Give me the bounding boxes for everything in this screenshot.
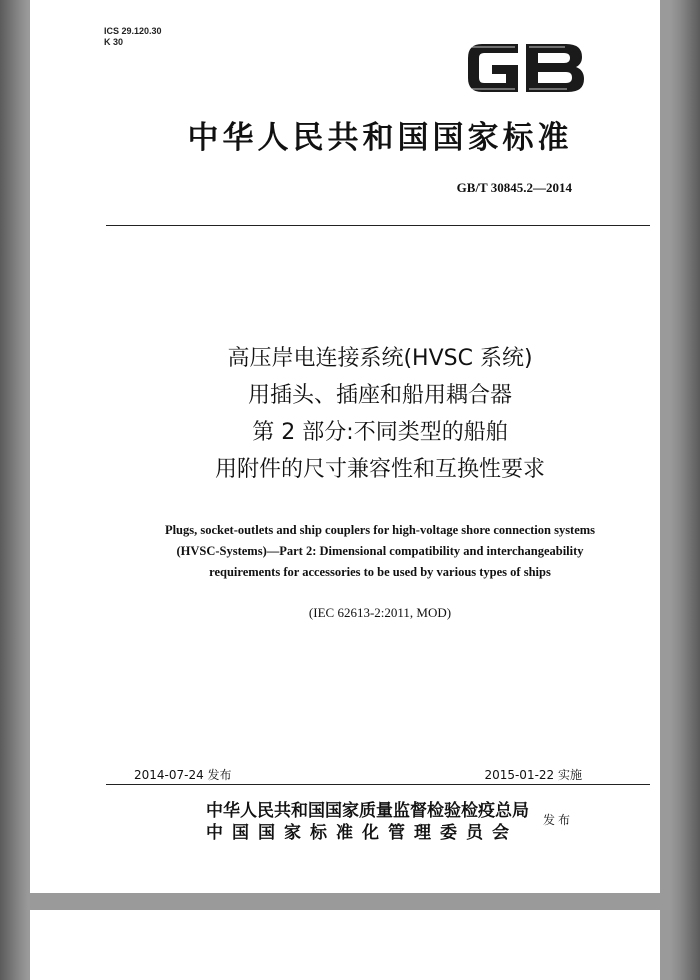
issuing-authorities	[206, 800, 529, 844]
issuer-aqsiq: 中华人民共和国国家质量监督检验检疫总局	[206, 801, 529, 821]
english-title	[100, 520, 660, 583]
english-title-line: requirements for accessories to be used by various types of ships	[209, 565, 551, 579]
national-standard-title: 中华人民共和国国家标准	[187, 120, 573, 156]
english-title-line: Plugs, socket-outlets and ship couplers for high-voltage shore connection systems	[164, 523, 596, 537]
chinese-title-line: 用插头、插座和船用耦合器	[247, 383, 512, 408]
gb-logo-graphic	[462, 38, 590, 98]
gb-logo	[462, 38, 590, 98]
publish-label: 发布	[543, 813, 574, 827]
classification-codes	[104, 26, 162, 48]
implementation-date: 2015-01-22 实施	[484, 768, 582, 782]
chinese-title-line: 高压岸电连接系统(HVSC 系统)	[227, 346, 533, 371]
bottom-divider	[106, 784, 650, 785]
english-title-line: (HVSC-Systems)—Part 2: Dimensional compatibility and interchangeability	[176, 544, 584, 558]
ics-code: ICS 29.120.30	[104, 26, 162, 36]
issuer-sac: 中国国家标准化管理委员会	[206, 823, 518, 843]
chinese-title	[100, 340, 660, 488]
document-page	[30, 0, 660, 893]
next-page	[30, 910, 660, 980]
top-divider	[106, 225, 650, 226]
ccs-code: K 30	[104, 37, 124, 47]
chinese-title-line: 第 2 部分:不同类型的船舶	[252, 420, 508, 445]
chinese-title-line: 用附件的尺寸兼容性和互换性要求	[214, 457, 545, 482]
issue-date: 2014-07-24 发布	[134, 768, 232, 782]
standard-number: GB/T 30845.2—2014	[456, 180, 572, 195]
iec-reference: (IEC 62613-2:2011, MOD)	[308, 605, 452, 620]
